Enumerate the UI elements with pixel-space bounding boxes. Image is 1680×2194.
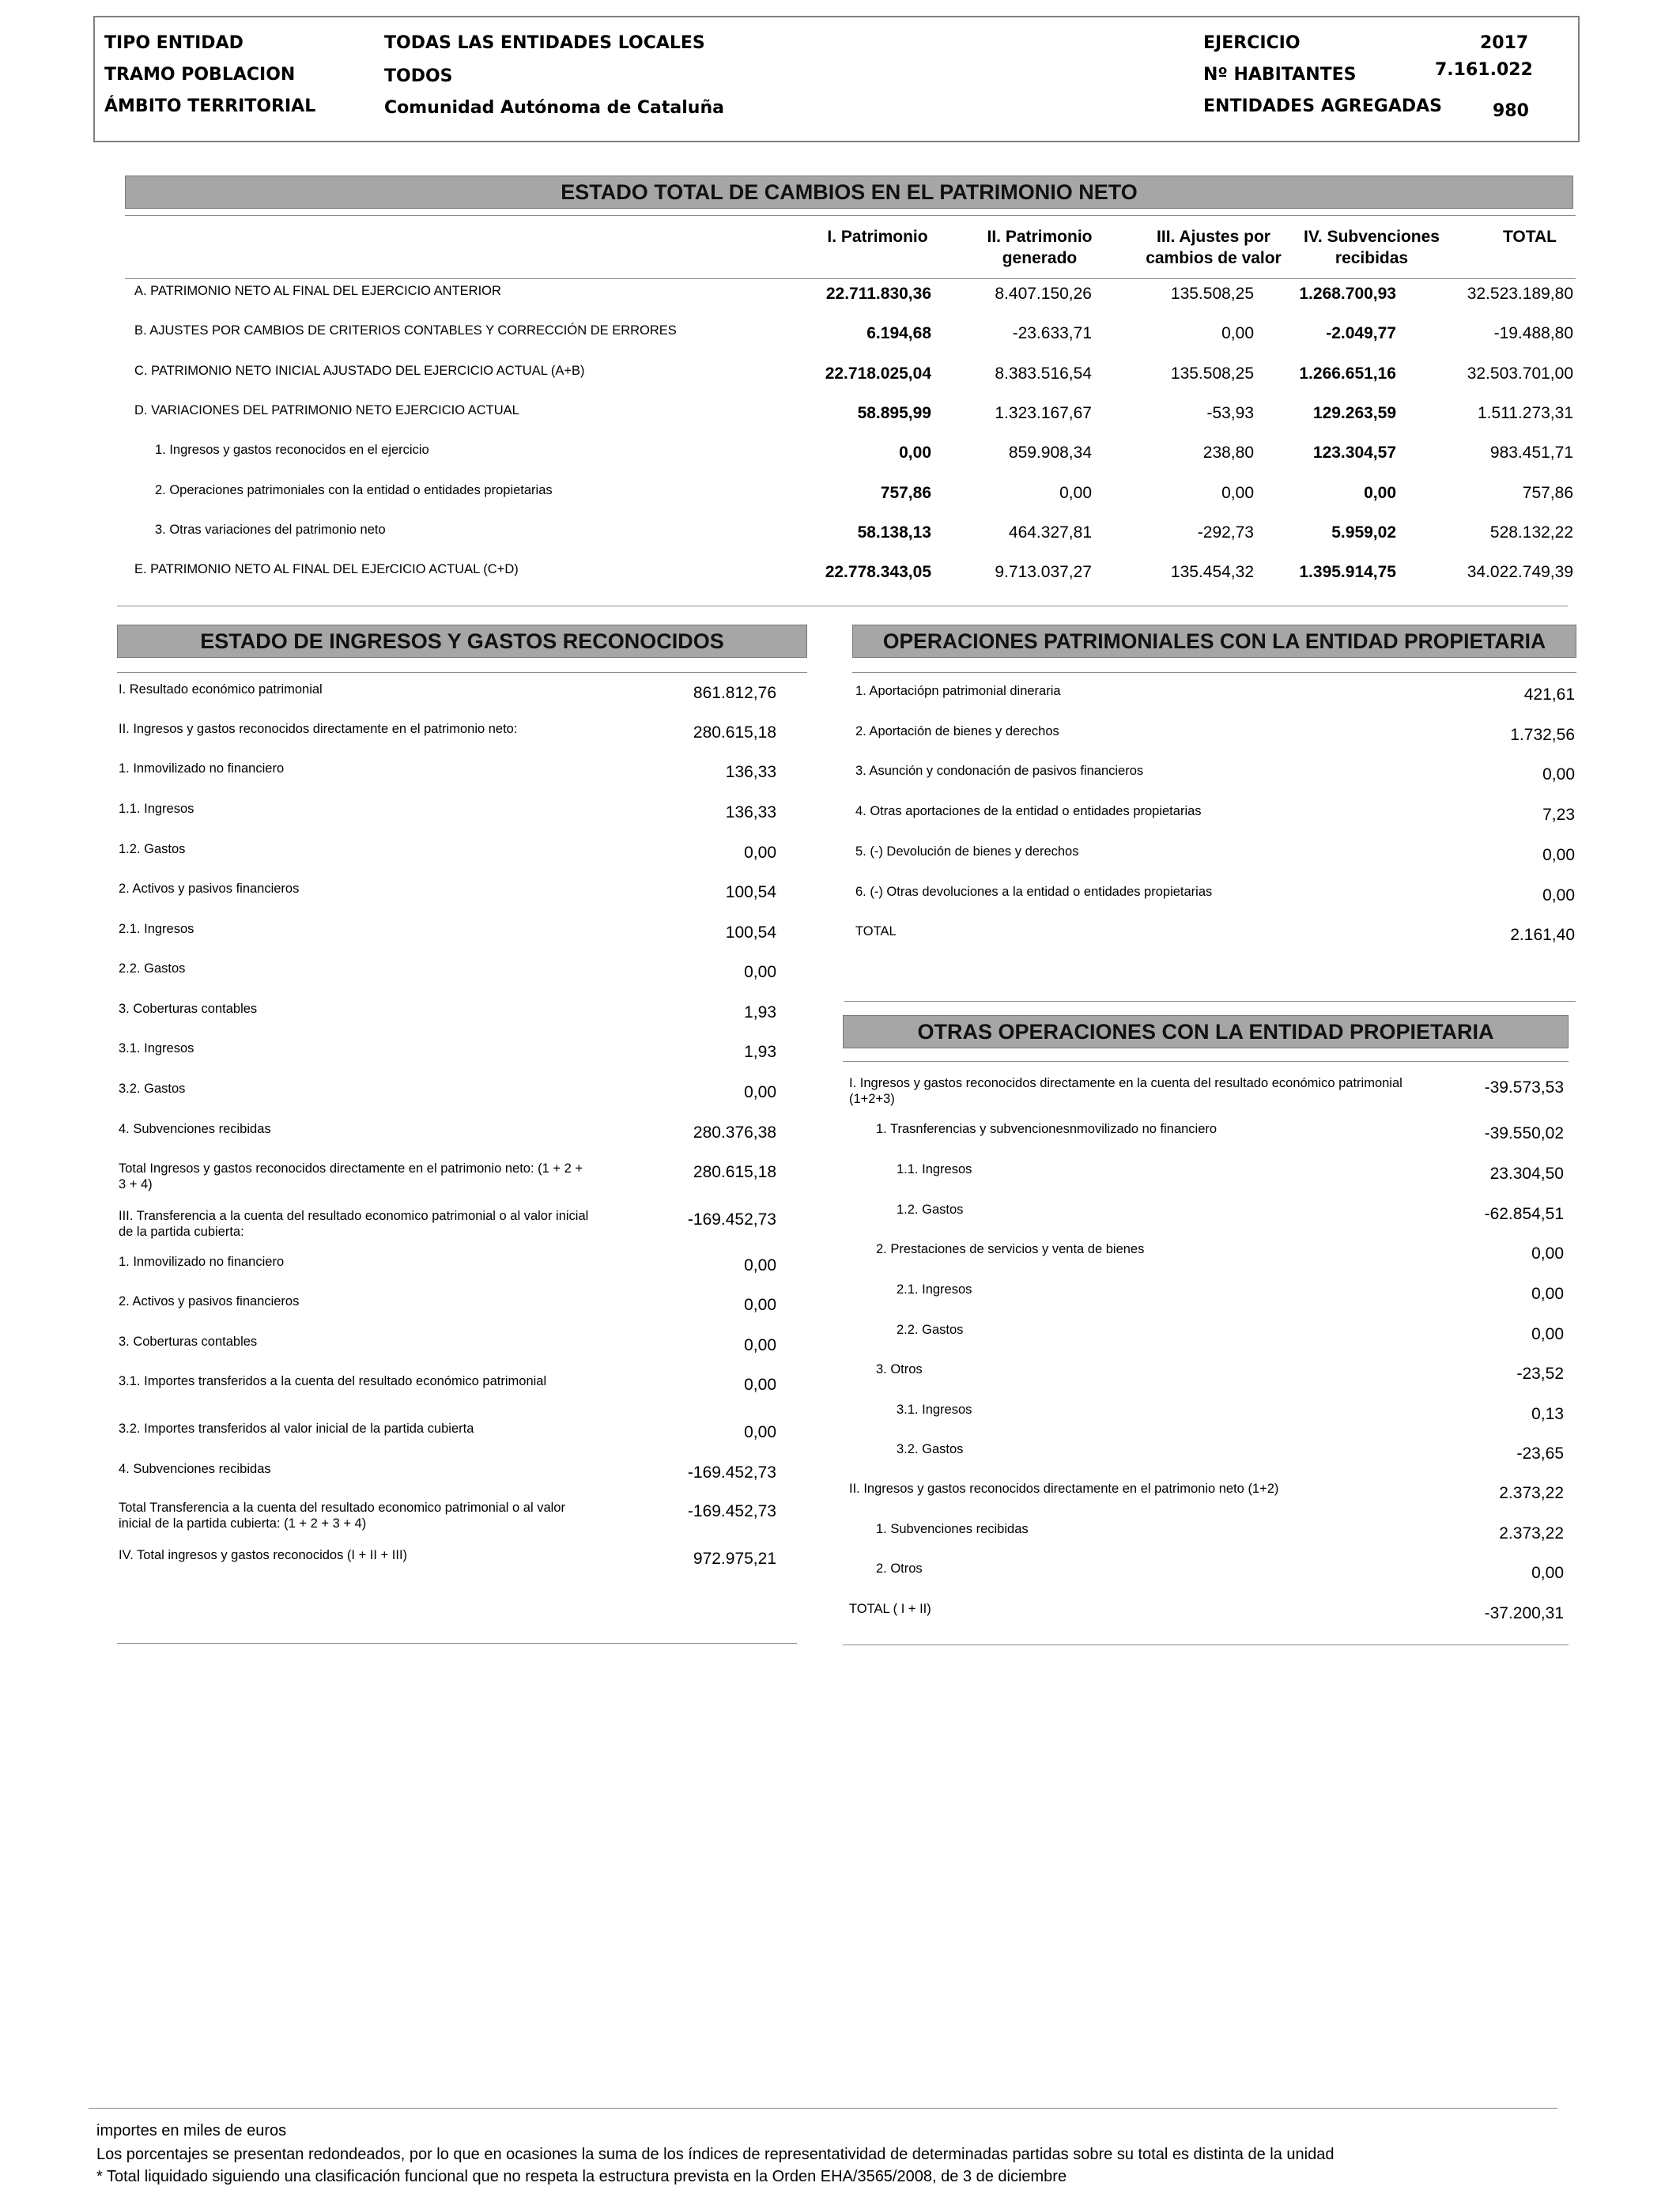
cambios-row-label: 3. Otras variaciones del patrimonio neto — [155, 522, 386, 537]
cambios-cell: 9.713.037,27 — [995, 563, 1092, 582]
ingresos-row-label: I. Resultado económico patrimonial — [119, 682, 323, 697]
tramo-poblacion-label: TRAMO POBLACION — [104, 65, 296, 85]
cambios-row-label: B. AJUSTES POR CAMBIOS DE CRITERIOS CONTABLES Y CORRECCIÓN DE ERRORES — [134, 323, 677, 338]
cambios-cell: 757,86 — [880, 483, 931, 502]
cambios-top-rule — [125, 215, 1576, 216]
cambios-cell: 123.304,57 — [1312, 444, 1396, 463]
cambios-cell: 58.895,99 — [857, 403, 931, 422]
operaciones-row-label: 1. Aportacióрn patrimonial dineraria — [855, 684, 1061, 698]
col-ajustes: III. Ajustes por cambios de valor — [1146, 228, 1282, 267]
cambios-cell: 32.523.189,80 — [1467, 285, 1573, 303]
otras-top-rule — [843, 1061, 1569, 1062]
cambios-cell: 0,00 — [1221, 483, 1254, 502]
ingresos-row-label: IV. Total ingresos y gastos reconocidos (I + II + III) — [119, 1548, 408, 1562]
cambios-cell: 6.194,68 — [866, 324, 931, 343]
cambios-row-label: D. VARIACIONES DEL PATRIMONIO NETO EJERCICIO ACTUAL — [134, 402, 519, 417]
tipo-entidad-label: TIPO ENTIDAD — [104, 33, 244, 53]
cambios-cell: 528.132,22 — [1489, 523, 1573, 542]
otras-row-label: I. Ingresos y gastos reconocidos directamente en la cuenta del resultado económico patrimonial (1+2+3) — [849, 1076, 1403, 1106]
ingresos-row-value: 0,00 — [744, 963, 776, 981]
ingresos-row-value: 0,00 — [744, 1423, 776, 1441]
cambios-cell: -23.633,71 — [1012, 324, 1092, 343]
cambios-cell: 1.511.273,31 — [1477, 403, 1573, 422]
cambios-cell: 1.323.167,67 — [995, 403, 1092, 422]
cambios-cell: 1.266.651,16 — [1299, 364, 1396, 383]
operaciones-row-label: 6. (-) Otras devoluciones a la entidad o entidades propietarias — [855, 884, 1213, 899]
cambios-row-label: 2. Operaciones patrimoniales con la entidad o entidades propietarias — [155, 482, 553, 497]
cambios-cell: 1.395.914,75 — [1299, 563, 1396, 582]
otras-row-label: 2.2. Gastos — [897, 1323, 964, 1337]
ingresos-row-label: 3. Coberturas contables — [119, 1335, 258, 1349]
ingresos-row-label: 1. Inmovilizado no financiero — [119, 761, 285, 776]
otras-row-label: II. Ingresos y gastos reconocidos directamente en el patrimonio neto (1+2) — [849, 1482, 1279, 1496]
ingresos-row-label: 4. Subvenciones recibidas — [119, 1122, 271, 1136]
ingresos-row-label: 1.1. Ingresos — [119, 802, 194, 816]
otras-row-label: 2. Otros — [876, 1561, 923, 1576]
otras-row-label: 2.1. Ingresos — [897, 1282, 972, 1297]
ingresos-row-value: 0,00 — [744, 1256, 776, 1274]
ingresos-row-label: 2. Activos y pasivos financieros — [119, 882, 300, 896]
otras-row-value: -62.854,51 — [1484, 1205, 1564, 1223]
ingresos-row-label: III. Transferencia a la cuenta del resultado economico patrimonial o al valor inicial de la partida cubierta: — [119, 1209, 589, 1239]
cambios-cell: 0,00 — [1364, 483, 1396, 502]
cambios-cell: 0,00 — [1221, 324, 1254, 343]
otras-row-value: 0,00 — [1531, 1564, 1564, 1582]
operaciones-row-label: 5. (-) Devolución de bienes y derechos — [855, 844, 1079, 859]
otras-row-label: TOTAL ( I + II) — [849, 1602, 931, 1616]
ingresos-row-label: Total Transferencia a la cuenta del resultado economico patrimonial o al valor inicial de la partida cubierta: (1 + 2 + 3 + 4) — [119, 1501, 565, 1531]
ambito-territorial-label: ÁMBITO TERRITORIAL — [104, 96, 316, 116]
cambios-row-label: E. PATRIMONIO NETO AL FINAL DEL EJErCICIO ACTUAL (C+D) — [134, 562, 519, 577]
ingresos-row-value: 0,00 — [744, 1296, 776, 1314]
cambios-cell: -292,73 — [1197, 523, 1254, 542]
otras-row-label: 1.1. Ingresos — [897, 1162, 972, 1176]
ingresos-row-value: 136,33 — [725, 763, 776, 781]
col-total: TOTAL — [1502, 228, 1557, 246]
cambios-row-label: 1. Ingresos y gastos reconocidos en el ejercicio — [155, 443, 429, 458]
ingresos-row-label: 3.2. Gastos — [119, 1082, 186, 1096]
ingresos-row-label: 3. Coberturas contables — [119, 1002, 258, 1016]
ingresos-row-value: 136,33 — [725, 803, 776, 821]
ingresos-row-label: 3.1. Ingresos — [119, 1041, 194, 1055]
cambios-cell: 8.407.150,26 — [995, 285, 1092, 303]
otras-row-value: 2.373,22 — [1499, 1484, 1564, 1502]
ingresos-row-value: 1,93 — [744, 1043, 776, 1061]
ingresos-row-label: 2.1. Ingresos — [119, 922, 194, 936]
cambios-cell: 0,00 — [899, 444, 931, 463]
cambios-cell: 129.263,59 — [1312, 403, 1396, 422]
footer-rule — [89, 2108, 1557, 2109]
ingresos-row-value: 861.812,76 — [693, 684, 776, 702]
ingresos-row-value: 100,54 — [725, 923, 776, 942]
cambios-cell: 135.508,25 — [1170, 364, 1254, 383]
ingresos-row-value: 280.615,18 — [693, 723, 776, 742]
cambios-cell: 0,00 — [1059, 483, 1092, 502]
ingresos-row-value: 280.376,38 — [693, 1123, 776, 1142]
otras-row-value: -23,52 — [1516, 1365, 1564, 1383]
cambios-cell: 135.454,32 — [1170, 563, 1254, 582]
ingresos-row-value: 1,93 — [744, 1003, 776, 1021]
entidades-agregadas-label: ENTIDADES AGREGADAS — [1203, 96, 1442, 116]
operaciones-row-value: 7,23 — [1542, 806, 1575, 825]
otras-row-label: 1. Trasnferencias y subvencionesnmovilizado no financiero — [876, 1122, 1218, 1136]
ingresos-row-value: 0,00 — [744, 1336, 776, 1354]
operaciones-row-value: 0,00 — [1542, 845, 1575, 864]
ingresos-row-label: 3.2. Importes transferidos al valor inicial de la partida cubierta — [119, 1422, 474, 1436]
operaciones-bottom-rule — [844, 1001, 1576, 1002]
ingresos-row-value: 0,00 — [744, 1083, 776, 1101]
ingresos-bottom-rule — [117, 1643, 797, 1644]
ingresos-row-label: Total Ingresos y gastos reconocidos directamente en el patrimonio neto: (1 + 2 + 3 + 4) — [119, 1161, 583, 1191]
otras-row-value: 0,13 — [1531, 1405, 1564, 1423]
operaciones-row-value: 1.732,56 — [1510, 725, 1575, 744]
cambios-header-rule — [125, 278, 1576, 279]
cambios-cell: -19.488,80 — [1493, 324, 1573, 343]
habitantes-value: 7.161.022 — [1435, 60, 1533, 80]
otras-row-label: 1. Subvenciones recibidas — [876, 1522, 1029, 1536]
col-subvenciones: IV. Subvenciones recibidas — [1304, 228, 1440, 267]
ingresos-row-value: 0,00 — [744, 844, 776, 862]
operaciones-row-value: 2.161,40 — [1510, 926, 1575, 945]
ingresos-row-value: 100,54 — [725, 883, 776, 901]
operaciones-row-label: 4. Otras aportaciones de la entidad o entidades propietarias — [855, 804, 1202, 819]
ingresos-row-label: 2.2. Gastos — [119, 961, 186, 976]
otras-row-label: 2. Prestaciones de servicios y venta de bienes — [876, 1242, 1145, 1256]
operaciones-top-rule — [852, 672, 1576, 673]
ingresos-row-value: 972.975,21 — [693, 1550, 776, 1568]
cambios-cell: 757,86 — [1522, 483, 1573, 502]
cambios-cell: 22.711.830,36 — [825, 285, 931, 303]
otras-row-label: 3.1. Ingresos — [897, 1403, 972, 1417]
col-patrimonio-generado: II. Patrimonio generado — [987, 228, 1093, 267]
ingresos-row-value: 280.615,18 — [693, 1163, 776, 1181]
otras-row-label: 3.2. Gastos — [897, 1442, 964, 1456]
otras-row-value: -23,65 — [1516, 1444, 1564, 1463]
footer-classification-note: * Total liquidado siguiendo una clasificación funcional que no respeta la estructura prevista en la Orden EHA/3565/2008, de 3 de diciembre — [96, 2168, 1067, 2185]
otras-row-value: -39.573,53 — [1484, 1078, 1564, 1097]
ingresos-row-label: 1.2. Gastos — [119, 842, 186, 856]
cambios-cell: -53,93 — [1206, 403, 1254, 422]
footer-rounding-note: Los porcentajes se presentan redondeados, por lo que en ocasiones la suma de los índices de representatividad de determinadas partidas sobre su total es distinta de la unidad — [96, 2146, 1335, 2163]
otras-title: OTRAS OPERACIONES CON LA ENTIDAD PROPIETARIA — [843, 1015, 1569, 1048]
ejercicio-label: EJERCICIO — [1203, 33, 1301, 53]
operaciones-row-value: 0,00 — [1542, 886, 1575, 904]
ingresos-row-label: 1. Inmovilizado no financiero — [119, 1255, 285, 1269]
cambios-cell: 238,80 — [1202, 444, 1254, 463]
tramo-poblacion-value: TODOS — [384, 66, 453, 86]
ingresos-title: ESTADO DE INGRESOS Y GASTOS RECONOCIDOS — [117, 625, 807, 658]
header-box — [93, 16, 1580, 142]
operaciones-row-label: TOTAL — [855, 924, 897, 939]
otras-row-value: 0,00 — [1531, 1285, 1564, 1303]
footer-units-note: importes en miles de euros — [96, 2122, 287, 2139]
tipo-entidad-value: TODAS LAS ENTIDADES LOCALES — [384, 33, 705, 53]
ingresos-row-label: 4. Subvenciones recibidas — [119, 1462, 271, 1476]
cambios-cell: 1.268.700,93 — [1299, 285, 1396, 303]
cambios-row-label: A. PATRIMONIO NETO AL FINAL DEL EJERCICIO ANTERIOR — [134, 284, 501, 298]
entidades-agregadas-value: 980 — [1493, 101, 1529, 121]
ejercicio-value: 2017 — [1480, 33, 1529, 53]
otras-row-label: 1.2. Gastos — [897, 1203, 964, 1217]
otras-row-value: -37.200,31 — [1484, 1604, 1564, 1622]
cambios-cell: 22.718.025,04 — [825, 364, 931, 383]
ingresos-row-value: -169.452,73 — [687, 1463, 776, 1482]
cambios-cell: 859.908,34 — [1008, 444, 1092, 463]
ingresos-top-rule — [117, 672, 807, 673]
cambios-cell: 464.327,81 — [1008, 523, 1092, 542]
cambios-row-label: C. PATRIMONIO NETO INICIAL AJUSTADO DEL EJERCICIO ACTUAL (A+B) — [134, 363, 585, 378]
cambios-cell: 22.778.343,05 — [825, 563, 931, 582]
operaciones-row-value: 421,61 — [1523, 685, 1575, 704]
ingresos-row-label: 3.1. Importes transferidos a la cuenta del resultado económico patrimonial — [119, 1374, 547, 1388]
cambios-cell: 5.959,02 — [1331, 523, 1396, 542]
cambios-cell: 32.503.701,00 — [1467, 364, 1573, 383]
otras-row-value: -39.550,02 — [1484, 1124, 1564, 1142]
otras-row-label: 3. Otros — [876, 1362, 923, 1376]
otras-row-value: 23.304,50 — [1489, 1165, 1564, 1183]
ingresos-row-label: II. Ingresos y gastos reconocidos directamente en el patrimonio neto: — [119, 722, 518, 736]
cambios-cell: 135.508,25 — [1170, 285, 1254, 303]
cambios-cell: 983.451,71 — [1489, 444, 1573, 463]
ingresos-row-label: 2. Activos y pasivos financieros — [119, 1294, 300, 1308]
operaciones-row-label: 3. Asunción y condonación de pasivos financieros — [855, 764, 1144, 779]
cambios-cell: 8.383.516,54 — [995, 364, 1092, 383]
ingresos-row-value: 0,00 — [744, 1376, 776, 1394]
operaciones-title: OPERACIONES PATRIMONIALES CON LA ENTIDAD PROPIETARIA — [852, 625, 1576, 658]
ingresos-row-value: -169.452,73 — [687, 1210, 776, 1229]
otras-row-value: 0,00 — [1531, 1325, 1564, 1343]
habitantes-label: Nº HABITANTES — [1203, 65, 1357, 85]
cambios-title: ESTADO TOTAL DE CAMBIOS EN EL PATRIMONIO NETO — [125, 176, 1573, 209]
otras-row-value: 2.373,22 — [1499, 1524, 1564, 1543]
ingresos-row-value: -169.452,73 — [687, 1502, 776, 1520]
cambios-cell: 34.022.749,39 — [1467, 563, 1573, 582]
ambito-territorial-value: Comunidad Autónoma de Cataluña — [384, 98, 724, 118]
cambios-cell: -2.049,77 — [1326, 324, 1396, 343]
col-patrimonio: I. Patrimonio — [827, 228, 928, 246]
cambios-cell: 58.138,13 — [857, 523, 931, 542]
operaciones-row-value: 0,00 — [1542, 765, 1575, 784]
otras-row-value: 0,00 — [1531, 1244, 1564, 1263]
operaciones-row-label: 2. Aportación de bienes y derechos — [855, 723, 1059, 738]
